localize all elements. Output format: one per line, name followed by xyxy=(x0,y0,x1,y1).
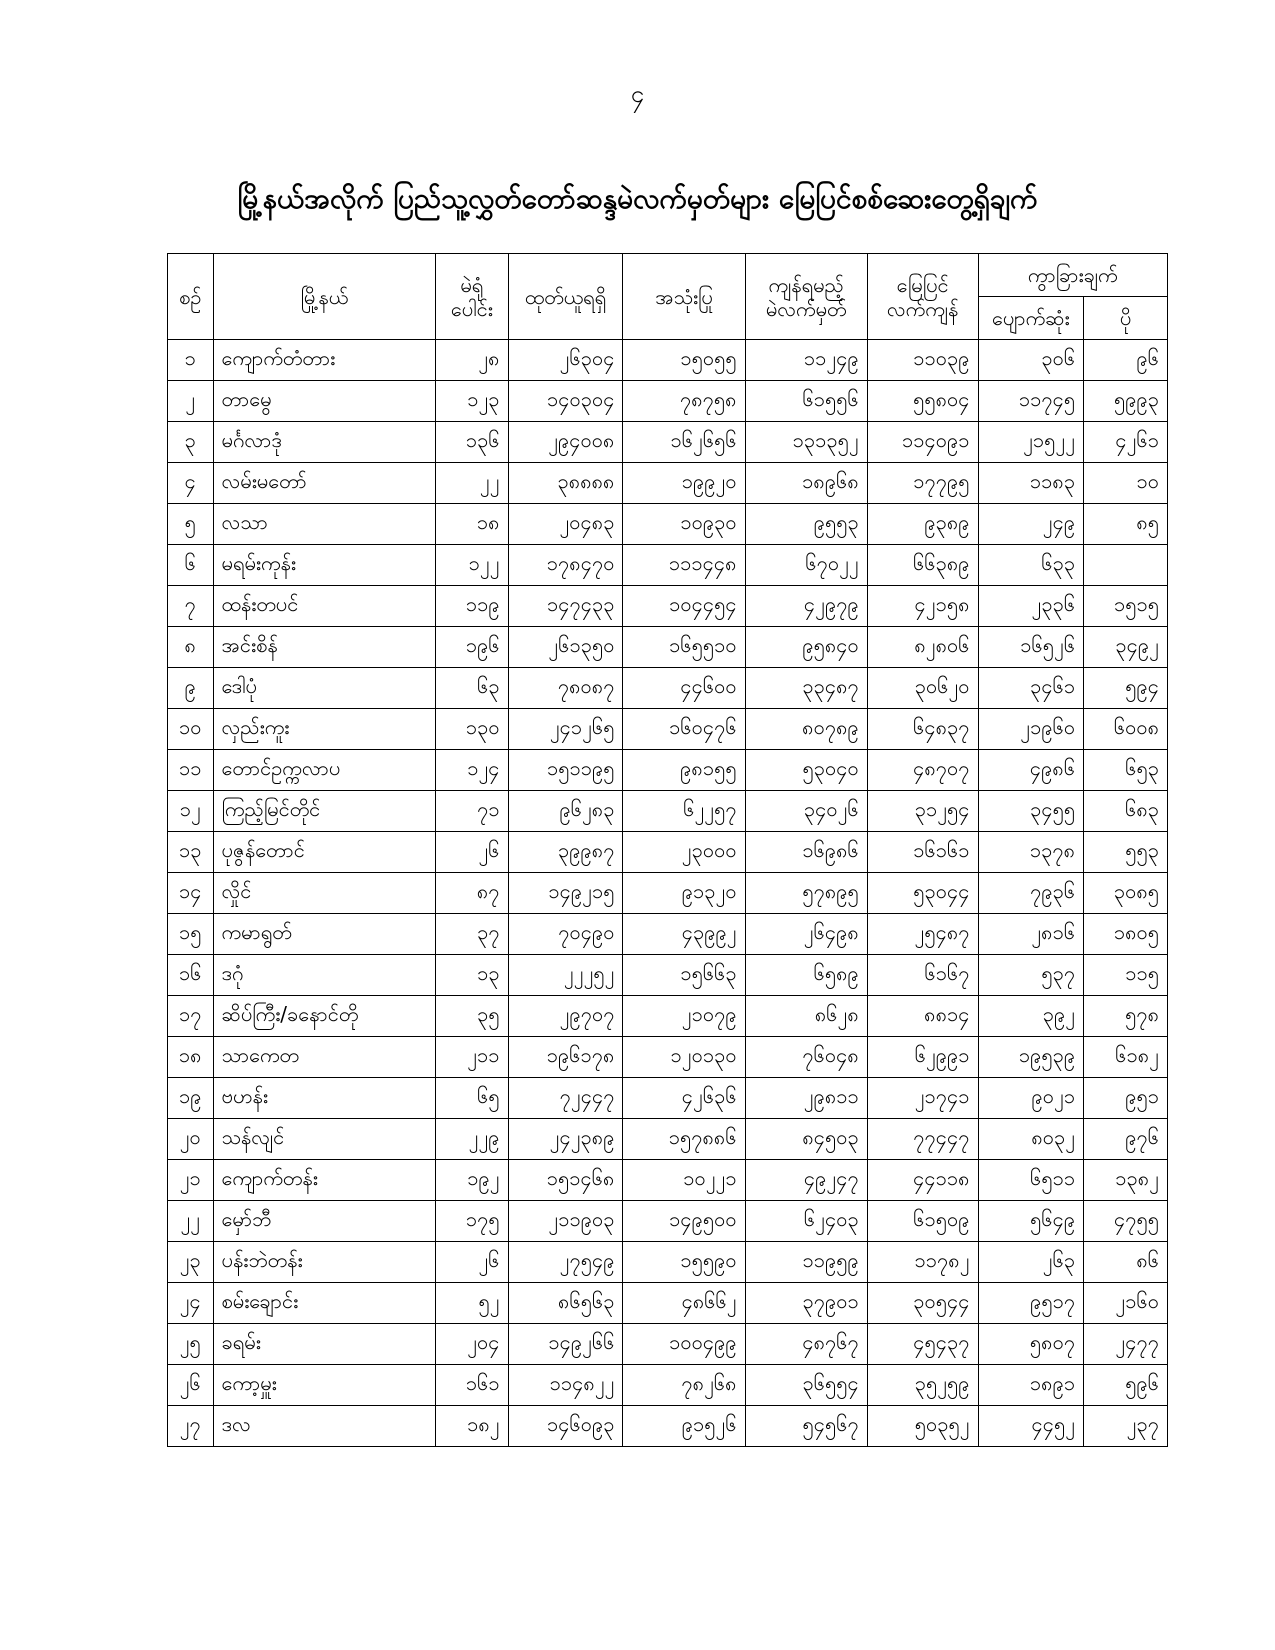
cell-polling-stations: ၂၀၄ xyxy=(436,1324,508,1365)
header-no: စဉ် xyxy=(168,254,214,340)
cell-township: ကမာရွတ် xyxy=(213,914,436,955)
cell-used: ၁၄၉၅၀၀ xyxy=(623,1201,745,1242)
cell-polling-stations: ၂၂၉ xyxy=(436,1119,508,1160)
table-row xyxy=(168,1037,1168,1078)
cell-no: ၁၄ xyxy=(168,873,214,914)
cell-used: ၉၁၃၂၀ xyxy=(623,873,745,914)
cell-polling-stations: ၆၅ xyxy=(436,1078,508,1119)
cell-excess: ၅၅၃ xyxy=(1084,832,1168,873)
header-township: မြို့နယ် xyxy=(213,254,436,340)
cell-field-balance: ၁၆၁၆၁ xyxy=(867,832,978,873)
cell-issued: ၁၄၉၂၆၆ xyxy=(508,1324,623,1365)
cell-township: ပန်းဘဲတန်း xyxy=(213,1242,436,1283)
cell-used: ၄၂၆၃၆ xyxy=(623,1078,745,1119)
cell-used: ၉၁၅၂၆ xyxy=(623,1406,745,1447)
cell-issued: ၂၁၁၉၀၃ xyxy=(508,1201,623,1242)
cell-township: ပုဇွန်တောင် xyxy=(213,832,436,873)
cell-no: ၁ xyxy=(168,340,214,381)
cell-field-balance: ၁၁၇၈၂ xyxy=(867,1242,978,1283)
cell-township: ဒလ xyxy=(213,1406,436,1447)
cell-used: ၁၅၆၆၃ xyxy=(623,955,745,996)
cell-excess: ၆၅၃ xyxy=(1084,750,1168,791)
table-row xyxy=(168,1242,1168,1283)
cell-missing: ၃၄၅၅ xyxy=(978,791,1084,832)
header-difference: ကွာခြားချက် xyxy=(978,254,1167,297)
cell-issued: ၂၂၂၅၂ xyxy=(508,955,623,996)
cell-used: ၁၆၂၆၅၆ xyxy=(623,422,745,463)
cell-excess: ၁၀ xyxy=(1084,463,1168,504)
cell-excess: ၈၆ xyxy=(1084,1242,1168,1283)
cell-missing: ၇၉၃၆ xyxy=(978,873,1084,914)
cell-missing: ၅၃၇ xyxy=(978,955,1084,996)
cell-no: ၁၃ xyxy=(168,832,214,873)
cell-remaining: ၃၇၉၀၁ xyxy=(745,1283,867,1324)
cell-excess: ၅၉၉၃ xyxy=(1084,381,1168,422)
cell-issued: ၂၆၁၃၅၀ xyxy=(508,627,623,668)
table-row xyxy=(168,914,1168,955)
results-table xyxy=(167,253,1168,1447)
cell-remaining: ၇၆၀၄၈ xyxy=(745,1037,867,1078)
header-missing: ပျောက်ဆုံး xyxy=(978,297,1084,340)
cell-polling-stations: ၂၁၁ xyxy=(436,1037,508,1078)
table-row xyxy=(168,1160,1168,1201)
cell-township: မှော်ဘီ xyxy=(213,1201,436,1242)
cell-missing: ၄၉၈၆ xyxy=(978,750,1084,791)
cell-missing: ၅၈၀၇ xyxy=(978,1324,1084,1365)
cell-polling-stations: ၁၈၂ xyxy=(436,1406,508,1447)
cell-field-balance: ၆၆၃၈၉ xyxy=(867,545,978,586)
cell-missing: ၆၅၁၁ xyxy=(978,1160,1084,1201)
cell-missing: ၃၄၆၁ xyxy=(978,668,1084,709)
cell-missing: ၁၆၅၂၆ xyxy=(978,627,1084,668)
cell-missing: ၉၀၂၁ xyxy=(978,1078,1084,1119)
cell-issued: ၂၀၄၈၃ xyxy=(508,504,623,545)
cell-missing: ၃၀၆ xyxy=(978,340,1084,381)
table-row xyxy=(168,750,1168,791)
cell-used: ၂၁၀၇၉ xyxy=(623,996,745,1037)
cell-excess: ၈၅ xyxy=(1084,504,1168,545)
cell-issued: ၃၈၈၈၈ xyxy=(508,463,623,504)
cell-excess: ၅၉၄ xyxy=(1084,668,1168,709)
cell-polling-stations: ၆၃ xyxy=(436,668,508,709)
cell-polling-stations: ၁၇၅ xyxy=(436,1201,508,1242)
cell-used: ၁၉၉၂၀ xyxy=(623,463,745,504)
cell-no: ၂ xyxy=(168,381,214,422)
cell-township: လှည်းကူး xyxy=(213,709,436,750)
cell-polling-stations: ၁၃၀ xyxy=(436,709,508,750)
cell-no: ၃ xyxy=(168,422,214,463)
cell-field-balance: ၅၅၈၀၄ xyxy=(867,381,978,422)
cell-township: သန်လျင် xyxy=(213,1119,436,1160)
cell-remaining: ၈၀၇၈၉ xyxy=(745,709,867,750)
table-row xyxy=(168,1283,1168,1324)
cell-excess: ၄၂၆၁ xyxy=(1084,422,1168,463)
cell-field-balance: ၅၃၀၄၄ xyxy=(867,873,978,914)
cell-excess: ၉၇၆ xyxy=(1084,1119,1168,1160)
cell-issued: ၁၄၆၀၉၃ xyxy=(508,1406,623,1447)
cell-field-balance: ၅၀၃၅၂ xyxy=(867,1406,978,1447)
cell-issued: ၁၇၈၄၇၀ xyxy=(508,545,623,586)
cell-field-balance: ၆၄၈၃၇ xyxy=(867,709,978,750)
header-polling-stations-line1: မဲရုံ xyxy=(460,272,484,297)
cell-issued: ၂၉၇၀၇ xyxy=(508,996,623,1037)
cell-remaining: ၉၅၈၄၀ xyxy=(745,627,867,668)
cell-no: ၁၀ xyxy=(168,709,214,750)
table-row xyxy=(168,463,1168,504)
cell-no: ၁၈ xyxy=(168,1037,214,1078)
cell-remaining: ၁၁၂၄၉ xyxy=(745,340,867,381)
cell-no: ၂၄ xyxy=(168,1283,214,1324)
cell-field-balance: ၉၃၈၉ xyxy=(867,504,978,545)
cell-polling-stations: ၁၂၄ xyxy=(436,750,508,791)
cell-field-balance: ၁၇၇၉၅ xyxy=(867,463,978,504)
cell-remaining: ၃၄၀၂၆ xyxy=(745,791,867,832)
cell-remaining: ၈၄၅၀၃ xyxy=(745,1119,867,1160)
page-title: မြို့နယ်အလိုက် ပြည်သူ့လွှတ်တော်ဆန္ဒမဲလက်မှတ်များ မြေပြင်စစ်ဆေးတွေ့ရှိချက် xyxy=(237,182,1038,215)
cell-no: ၂၇ xyxy=(168,1406,214,1447)
cell-township: အင်းစိန် xyxy=(213,627,436,668)
cell-excess: ၂၄၇၇ xyxy=(1084,1324,1168,1365)
cell-field-balance: ၄၂၁၅၈ xyxy=(867,586,978,627)
cell-field-balance: ၆၁၅၀၉ xyxy=(867,1201,978,1242)
table-row xyxy=(168,1078,1168,1119)
cell-polling-stations: ၁၈ xyxy=(436,504,508,545)
cell-field-balance: ၄၅၄၃၇ xyxy=(867,1324,978,1365)
cell-township: လသာ xyxy=(213,504,436,545)
cell-polling-stations: ၂၈ xyxy=(436,340,508,381)
header-field-line1: မြေပြင် xyxy=(896,272,949,297)
cell-used: ၁၅၇၈၈၆ xyxy=(623,1119,745,1160)
cell-township: စမ်းချောင်း xyxy=(213,1283,436,1324)
cell-no: ၇ xyxy=(168,586,214,627)
cell-issued: ၁၉၆၁၇၈ xyxy=(508,1037,623,1078)
cell-issued: ၃၉၉၈၇ xyxy=(508,832,623,873)
table-row xyxy=(168,668,1168,709)
cell-excess: ၁၈၀၅ xyxy=(1084,914,1168,955)
cell-polling-stations: ၁၁၉ xyxy=(436,586,508,627)
cell-missing: ၂၁၅၂၂ xyxy=(978,422,1084,463)
cell-issued: ၂၄၁၂၆၅ xyxy=(508,709,623,750)
page-number: ၄ xyxy=(630,80,645,108)
cell-missing: ၂၁၉၆၀ xyxy=(978,709,1084,750)
table-row xyxy=(168,422,1168,463)
cell-excess: ၉၆ xyxy=(1084,340,1168,381)
table-row xyxy=(168,545,1168,586)
table-row xyxy=(168,627,1168,668)
cell-missing: ၂၃၃၆ xyxy=(978,586,1084,627)
cell-used: ၄၈၆၆၂ xyxy=(623,1283,745,1324)
cell-issued: ၂၉၄၀၀၈ xyxy=(508,422,623,463)
cell-excess: ၁၁၅ xyxy=(1084,955,1168,996)
cell-excess: ၁၅၁၅ xyxy=(1084,586,1168,627)
cell-used: ၆၂၂၅၇ xyxy=(623,791,745,832)
cell-field-balance: ၁၁၀၃၉ xyxy=(867,340,978,381)
cell-excess: ၄၇၅၅ xyxy=(1084,1201,1168,1242)
cell-issued: ၂၆၃၀၄ xyxy=(508,340,623,381)
cell-missing: ၁၁၈၃ xyxy=(978,463,1084,504)
cell-polling-stations: ၁၉၂ xyxy=(436,1160,508,1201)
cell-polling-stations: ၂၆ xyxy=(436,1242,508,1283)
cell-issued: ၂၇၅၄၉ xyxy=(508,1242,623,1283)
table-row xyxy=(168,996,1168,1037)
header-remaining-line1: ကျန်ရမည့် xyxy=(768,272,844,297)
cell-township: ခရမ်း xyxy=(213,1324,436,1365)
cell-no: ၄ xyxy=(168,463,214,504)
cell-township: သာကေတ xyxy=(213,1037,436,1078)
cell-polling-stations: ၈၇ xyxy=(436,873,508,914)
cell-township: မရမ်းကုန်း xyxy=(213,545,436,586)
cell-township: ဗဟန်း xyxy=(213,1078,436,1119)
cell-field-balance: ၃၀၆၂၀ xyxy=(867,668,978,709)
cell-polling-stations: ၇၁ xyxy=(436,791,508,832)
cell-no: ၁၁ xyxy=(168,750,214,791)
cell-issued: ၇၈၀၈၇ xyxy=(508,668,623,709)
cell-remaining: ၉၅၅၃ xyxy=(745,504,867,545)
header-used: အသုံးပြု xyxy=(623,254,745,340)
cell-missing: ၂၆၃ xyxy=(978,1242,1084,1283)
cell-remaining: ၆၇၀၂၂ xyxy=(745,545,867,586)
cell-no: ၁၇ xyxy=(168,996,214,1037)
cell-remaining: ၄၈၇၆၇ xyxy=(745,1324,867,1365)
table-row xyxy=(168,381,1168,422)
cell-excess: ၅၇၈ xyxy=(1084,996,1168,1037)
cell-issued: ၁၄၉၂၁၅ xyxy=(508,873,623,914)
table-row xyxy=(168,1119,1168,1160)
cell-missing: ၉၅၁၇ xyxy=(978,1283,1084,1324)
cell-missing: ၂၄၉ xyxy=(978,504,1084,545)
cell-remaining: ၈၆၂၈ xyxy=(745,996,867,1037)
cell-excess: ၉၅၁ xyxy=(1084,1078,1168,1119)
cell-no: ၁၅ xyxy=(168,914,214,955)
cell-polling-stations: ၁၃၆ xyxy=(436,422,508,463)
header-polling-stations xyxy=(436,254,508,340)
cell-missing: ၄၄၅၂ xyxy=(978,1406,1084,1447)
cell-no: ၉ xyxy=(168,668,214,709)
cell-used: ၁၀၂၂၁ xyxy=(623,1160,745,1201)
cell-polling-stations: ၁၂၂ xyxy=(436,545,508,586)
cell-field-balance: ၆၂၉၉၁ xyxy=(867,1037,978,1078)
cell-excess: ၆၀၀၈ xyxy=(1084,709,1168,750)
header-polling-stations-line2: ပေါင်း xyxy=(450,296,493,321)
cell-field-balance: ၃၀၅၄၄ xyxy=(867,1283,978,1324)
cell-no: ၁၂ xyxy=(168,791,214,832)
cell-no: ၂၂ xyxy=(168,1201,214,1242)
cell-township: ထန်းတပင် xyxy=(213,586,436,627)
cell-issued: ၁၅၁၄၆၈ xyxy=(508,1160,623,1201)
cell-no: ၂၀ xyxy=(168,1119,214,1160)
cell-excess xyxy=(1084,545,1168,586)
cell-missing: ၃၉၂ xyxy=(978,996,1084,1037)
cell-excess: ၁၃၈၂ xyxy=(1084,1160,1168,1201)
cell-used: ၄၃၉၉၂ xyxy=(623,914,745,955)
cell-remaining: ၂၉၈၁၁ xyxy=(745,1078,867,1119)
cell-no: ၁၉ xyxy=(168,1078,214,1119)
cell-remaining: ၄၉၂၄၇ xyxy=(745,1160,867,1201)
table-row xyxy=(168,955,1168,996)
cell-excess: ၅၉၆ xyxy=(1084,1365,1168,1406)
cell-remaining: ၅၃၀၄၀ xyxy=(745,750,867,791)
cell-no: ၆ xyxy=(168,545,214,586)
cell-issued: ၂၄၂၃၈၉ xyxy=(508,1119,623,1160)
cell-township: ကြည့်မြင်တိုင် xyxy=(213,791,436,832)
cell-issued: ၁၄၀၃၀၄ xyxy=(508,381,623,422)
cell-field-balance: ၈၂၈၀၆ xyxy=(867,627,978,668)
table-row xyxy=(168,504,1168,545)
table-row xyxy=(168,1324,1168,1365)
cell-issued: ၇၀၄၉၀ xyxy=(508,914,623,955)
cell-missing: ၁၃၇၈ xyxy=(978,832,1084,873)
cell-remaining: ၆၂၄၀၃ xyxy=(745,1201,867,1242)
table-row xyxy=(168,791,1168,832)
cell-remaining: ၆၅၈၉ xyxy=(745,955,867,996)
cell-field-balance: ၈၈၁၄ xyxy=(867,996,978,1037)
cell-remaining: ၄၂၉၇၉ xyxy=(745,586,867,627)
cell-polling-stations: ၂၆ xyxy=(436,832,508,873)
cell-field-balance: ၆၁၆၇ xyxy=(867,955,978,996)
cell-polling-stations: ၂၂ xyxy=(436,463,508,504)
cell-remaining: ၁၆၉၈၆ xyxy=(745,832,867,873)
table-row xyxy=(168,873,1168,914)
cell-issued: ၁၅၁၁၉၅ xyxy=(508,750,623,791)
cell-issued: ၉၆၂၈၃ xyxy=(508,791,623,832)
cell-field-balance: ၄၄၁၁၈ xyxy=(867,1160,978,1201)
table-row xyxy=(168,709,1168,750)
cell-field-balance: ၂၅၄၈၇ xyxy=(867,914,978,955)
cell-issued: ၁၁၄၈၂၂ xyxy=(508,1365,623,1406)
cell-used: ၇၈၇၅၈ xyxy=(623,381,745,422)
cell-field-balance: ၃၁၂၅၄ xyxy=(867,791,978,832)
cell-excess: ၆၈၃ xyxy=(1084,791,1168,832)
cell-polling-stations: ၁၂၃ xyxy=(436,381,508,422)
header-remaining xyxy=(745,254,867,340)
cell-township: ကျောက်တန်း xyxy=(213,1160,436,1201)
cell-polling-stations: ၁၉၆ xyxy=(436,627,508,668)
cell-polling-stations: ၁၃ xyxy=(436,955,508,996)
cell-used: ၁၀၄၄၅၄ xyxy=(623,586,745,627)
cell-missing: ၆၃၃ xyxy=(978,545,1084,586)
cell-no: ၁၆ xyxy=(168,955,214,996)
cell-polling-stations: ၅၂ xyxy=(436,1283,508,1324)
cell-township: လှိုင် xyxy=(213,873,436,914)
cell-field-balance: ၁၁၄၀၉၁ xyxy=(867,422,978,463)
cell-used: ၁၁၁၄၄၈ xyxy=(623,545,745,586)
cell-used: ၂၃၀၀၀ xyxy=(623,832,745,873)
cell-excess: ၂၃၇ xyxy=(1084,1406,1168,1447)
header-remaining-line2: မဲလက်မှတ် xyxy=(765,296,847,321)
cell-field-balance: ၃၅၂၅၉ xyxy=(867,1365,978,1406)
cell-used: ၁၂၀၁၃၀ xyxy=(623,1037,745,1078)
cell-remaining: ၅၄၅၆၇ xyxy=(745,1406,867,1447)
cell-used: ၁၆၅၅၁၀ xyxy=(623,627,745,668)
cell-township: တောင်ဥက္ကလာပ xyxy=(213,750,436,791)
cell-field-balance: ၂၁၇၄၁ xyxy=(867,1078,978,1119)
cell-polling-stations: ၃၇ xyxy=(436,914,508,955)
table-row xyxy=(168,1406,1168,1447)
table-row xyxy=(168,1365,1168,1406)
cell-township: ဒေါပုံ xyxy=(213,668,436,709)
cell-issued: ၁၄၇၄၃၃ xyxy=(508,586,623,627)
cell-township: တာမွေ xyxy=(213,381,436,422)
cell-township: မင်္ဂလာဒုံ xyxy=(213,422,436,463)
header-excess: ပို xyxy=(1084,297,1168,340)
cell-township: ကျောက်တံတား xyxy=(213,340,436,381)
cell-used: ၁၀၀၄၉၉ xyxy=(623,1324,745,1365)
table-row xyxy=(168,340,1168,381)
cell-excess: ၂၁၆၀ xyxy=(1084,1283,1168,1324)
cell-no: ၂၃ xyxy=(168,1242,214,1283)
header-issued: ထုတ်ယူရရှိ xyxy=(508,254,623,340)
cell-field-balance: ၇၇၄၄၇ xyxy=(867,1119,978,1160)
cell-no: ၈ xyxy=(168,627,214,668)
cell-no: ၂၅ xyxy=(168,1324,214,1365)
cell-used: ၁၅၀၅၅ xyxy=(623,340,745,381)
header-field-balance xyxy=(867,254,978,340)
cell-used: ၄၄၆၀၀ xyxy=(623,668,745,709)
cell-used: ၁၀၉၃၀ xyxy=(623,504,745,545)
cell-used: ၁၅၅၉၀ xyxy=(623,1242,745,1283)
table-row xyxy=(168,1201,1168,1242)
cell-used: ၁၆၀၄၇၆ xyxy=(623,709,745,750)
cell-missing: ၂၈၁၆ xyxy=(978,914,1084,955)
cell-used: ၉၈၁၅၅ xyxy=(623,750,745,791)
cell-issued: ၇၂၄၄၇ xyxy=(508,1078,623,1119)
cell-remaining: ၆၁၅၅၆ xyxy=(745,381,867,422)
cell-remaining: ၅၇၈၉၅ xyxy=(745,873,867,914)
cell-no: ၂၁ xyxy=(168,1160,214,1201)
header-row xyxy=(168,254,1168,297)
cell-remaining: ၁၃၁၃၅၂ xyxy=(745,422,867,463)
cell-township: ဒဂုံ xyxy=(213,955,436,996)
cell-polling-stations: ၁၆၁ xyxy=(436,1365,508,1406)
cell-excess: ၃၄၉၂ xyxy=(1084,627,1168,668)
cell-township: လမ်းမတော် xyxy=(213,463,436,504)
cell-township: ကော့မှူး xyxy=(213,1365,436,1406)
cell-issued: ၈၆၅၆၃ xyxy=(508,1283,623,1324)
cell-polling-stations: ၃၅ xyxy=(436,996,508,1037)
cell-no: ၅ xyxy=(168,504,214,545)
cell-no: ၂၆ xyxy=(168,1365,214,1406)
cell-missing: ၁၉၅၃၉ xyxy=(978,1037,1084,1078)
cell-excess: ၃၀၈၅ xyxy=(1084,873,1168,914)
cell-township: ဆိပ်ကြီး/ခနောင်တို xyxy=(213,996,436,1037)
cell-remaining: ၂၆၄၉၈ xyxy=(745,914,867,955)
cell-remaining: ၃၆၅၅၄ xyxy=(745,1365,867,1406)
cell-missing: ၁၁၇၄၅ xyxy=(978,381,1084,422)
cell-field-balance: ၄၈၇၀၇ xyxy=(867,750,978,791)
header-field-line2: လက်ကျန် xyxy=(886,296,959,321)
cell-used: ၇၈၂၆၈ xyxy=(623,1365,745,1406)
cell-remaining: ၃၃၄၈၇ xyxy=(745,668,867,709)
cell-remaining: ၁၁၉၅၉ xyxy=(745,1242,867,1283)
cell-missing: ၈၀၃၂ xyxy=(978,1119,1084,1160)
cell-missing: ၁၈၉၁ xyxy=(978,1365,1084,1406)
table-row xyxy=(168,832,1168,873)
cell-missing: ၅၆၄၉ xyxy=(978,1201,1084,1242)
cell-excess: ၆၁၈၂ xyxy=(1084,1037,1168,1078)
table-row xyxy=(168,586,1168,627)
cell-remaining: ၁၈၉၆၈ xyxy=(745,463,867,504)
